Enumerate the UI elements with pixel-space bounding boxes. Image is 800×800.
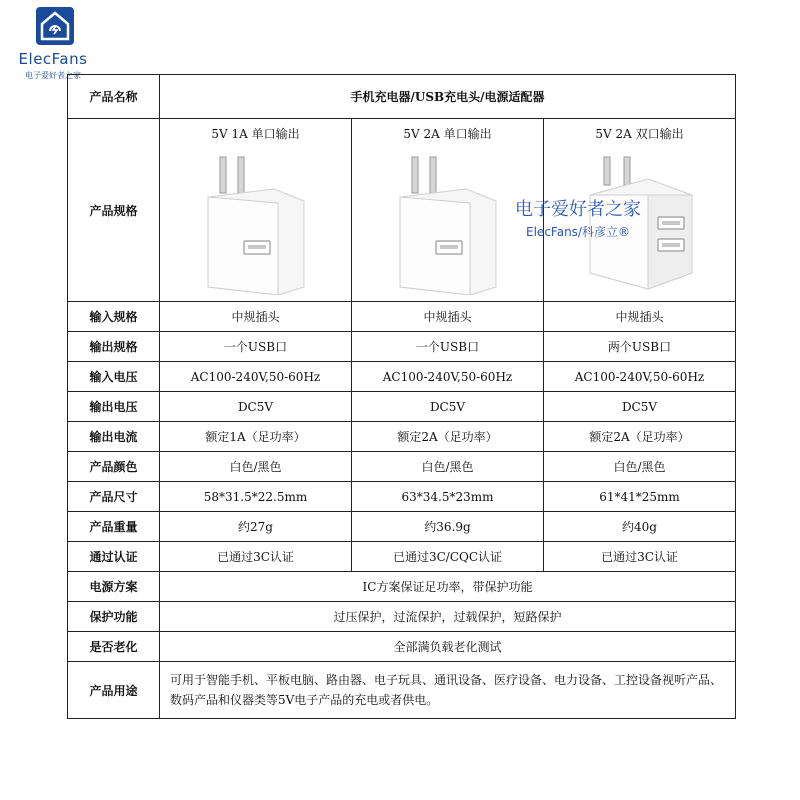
row-value: 白色/黑色: [352, 452, 544, 482]
spec-label: 产品规格: [68, 119, 160, 302]
row-label: 通过认证: [68, 542, 160, 572]
table-row: [68, 512, 736, 542]
row-value: AC100-240V,50-60Hz: [352, 362, 544, 392]
charger-single-port-image: [392, 155, 504, 295]
row-value: 两个USB口: [544, 332, 736, 362]
watermark-line-2: ElecFans/科彦立®: [526, 225, 630, 239]
watermark-line-1: 电子爱好者之家: [515, 199, 641, 220]
row-value: 中规插头: [352, 302, 544, 332]
table-row: [68, 542, 736, 572]
row-value: 58*31.5*22.5mm: [160, 482, 352, 512]
row-label: 输出电压: [68, 392, 160, 422]
row-label: 产品尺寸: [68, 482, 160, 512]
row-label: 输入规格: [68, 302, 160, 332]
product-cell-3: [544, 119, 736, 302]
usage-row: [68, 662, 736, 719]
spec-row: [68, 119, 736, 302]
product-caption: 5V 1A 单口输出: [211, 127, 300, 141]
row-label: 产品重量: [68, 512, 160, 542]
merged-row: [68, 602, 736, 632]
product-caption: 5V 2A 双口输出: [595, 127, 684, 141]
row-value: 全部满负载老化测试: [160, 632, 736, 662]
row-label: 保护功能: [68, 602, 160, 632]
row-value: 额定1A（足功率）: [160, 422, 352, 452]
row-value: 额定2A（足功率）: [544, 422, 736, 452]
row-label: 电源方案: [68, 572, 160, 602]
table-row: [68, 452, 736, 482]
row-value: 一个USB口: [352, 332, 544, 362]
spec-table: [67, 74, 736, 719]
row-value: 已通过3C认证: [160, 542, 352, 572]
house-chip-icon: [35, 6, 75, 46]
table-row: [68, 392, 736, 422]
merged-row: [68, 632, 736, 662]
row-label: 输入电压: [68, 362, 160, 392]
row-label: 输出电流: [68, 422, 160, 452]
row-value: 约36.9g: [352, 512, 544, 542]
row-value: 已通过3C认证: [544, 542, 736, 572]
row-value: 一个USB口: [160, 332, 352, 362]
row-value: DC5V: [160, 392, 352, 422]
row-value: 白色/黑色: [160, 452, 352, 482]
row-label: 输出规格: [68, 332, 160, 362]
row-value: 额定2A（足功率）: [352, 422, 544, 452]
charger-single-port-image: [200, 155, 312, 295]
logo-name: ElecFans: [18, 50, 88, 68]
product-caption: 5V 2A 单口输出: [403, 127, 492, 141]
row-label: 产品用途: [68, 662, 160, 719]
row-value: 已通过3C/CQC认证: [352, 542, 544, 572]
row-value: AC100-240V,50-60Hz: [544, 362, 736, 392]
row-value: 63*34.5*23mm: [352, 482, 544, 512]
row-value: AC100-240V,50-60Hz: [160, 362, 352, 392]
row-value: IC方案保证足功率，带保护功能: [160, 572, 736, 602]
usage-value: 可用于智能手机、平板电脑、路由器、电子玩具、通讯设备、医疗设备、电力设备、工控设备视听产品、数码产品和仪器类等5V电子产品的充电或者供电。: [160, 662, 736, 719]
table-row: [68, 302, 736, 332]
row-value: 白色/黑色: [544, 452, 736, 482]
merged-row: [68, 572, 736, 602]
table-row: [68, 422, 736, 452]
row-value: DC5V: [544, 392, 736, 422]
charger-dual-port-image: [584, 155, 696, 295]
table-row: [68, 362, 736, 392]
row-value: 中规插头: [544, 302, 736, 332]
header-label: 产品名称: [68, 75, 160, 119]
row-value: 中规插头: [160, 302, 352, 332]
product-cell-1: [160, 119, 352, 302]
table-row: [68, 332, 736, 362]
row-value: 61*41*25mm: [544, 482, 736, 512]
row-value: DC5V: [352, 392, 544, 422]
header-row: [68, 75, 736, 119]
logo-subtitle: 电子爱好者之家: [25, 71, 81, 80]
row-label: 是否老化: [68, 632, 160, 662]
row-label: 产品颜色: [68, 452, 160, 482]
header-title: 手机充电器/USB充电头/电源适配器: [160, 75, 736, 119]
row-value: 约40g: [544, 512, 736, 542]
product-cell-2: [352, 119, 544, 302]
table-row: [68, 482, 736, 512]
row-value: 过压保护，过流保护，过载保护，短路保护: [160, 602, 736, 632]
row-value: 约27g: [160, 512, 352, 542]
